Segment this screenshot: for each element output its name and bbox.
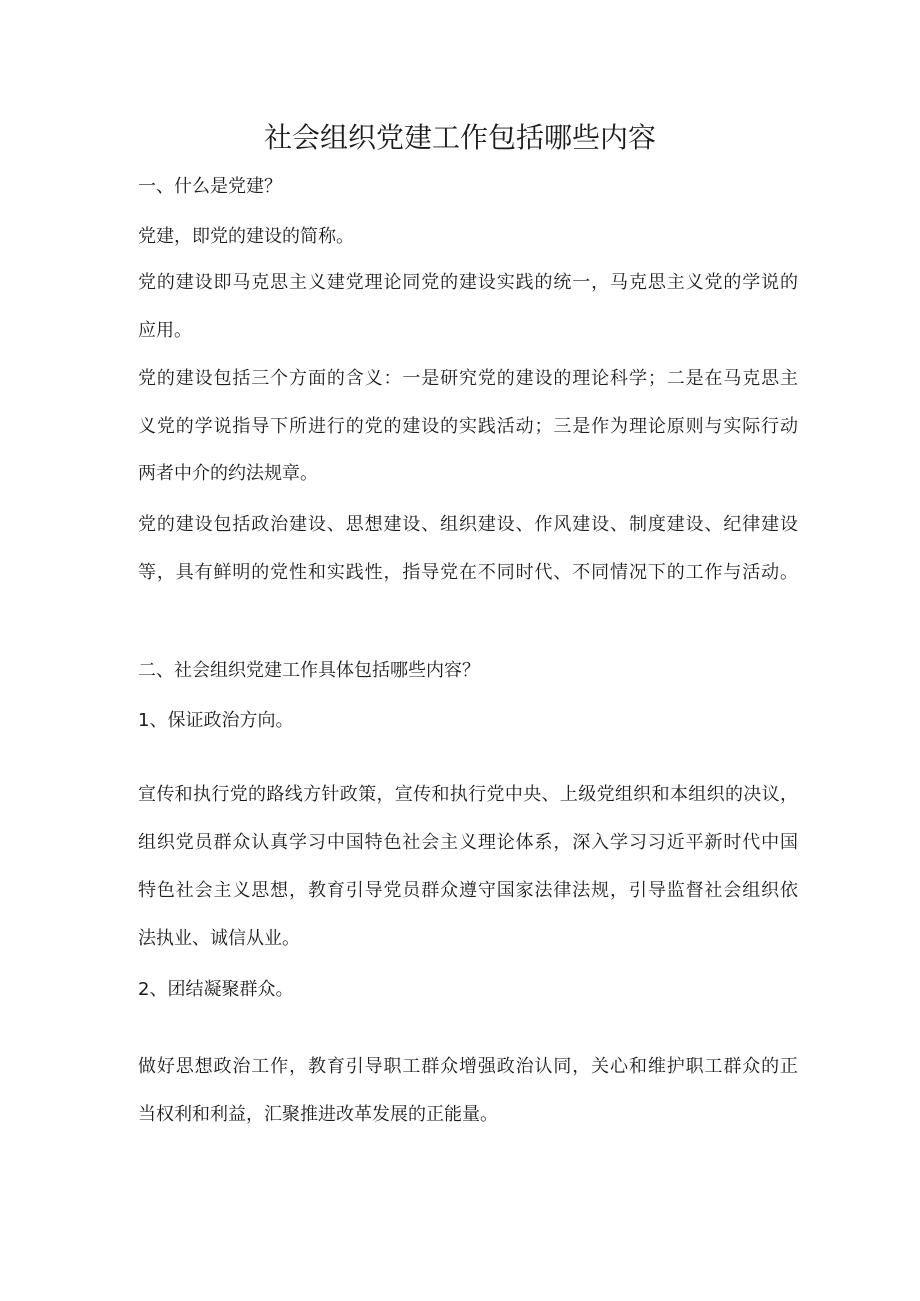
section-1-paragraph-3-line-3: 两者中介的约法规章。 — [138, 463, 318, 484]
item-2-body-line-2: 当权利和利益，汇聚推进改革发展的正能量。 — [138, 1104, 498, 1125]
section-1-paragraph-1: 党建，即党的建设的简称。 — [138, 226, 354, 247]
item-1-title: 、保证政治方向。 — [149, 710, 294, 731]
item-2-number: 2 — [138, 979, 150, 1000]
section-1-paragraph-2-line-2: 应用。 — [138, 320, 192, 341]
item-1-body-line-4: 法执业、诚信从业。 — [138, 928, 300, 949]
document-title: 社会组织党建工作包括哪些内容 — [263, 121, 656, 154]
section-1-paragraph-2-line-1: 党的建设即马克思主义建党理论同党的建设实践的统一，马克思主义党的学说的 — [138, 272, 798, 293]
section-1-paragraph-4-line-1: 党的建设包括政治建设、思想建设、组织建设、作风建设、制度建设、纪律建设 — [138, 514, 798, 535]
item-1-body-line-2: 组织党员群众认真学习中国特色社会主义理论体系，深入学习习近平新时代中国 — [138, 832, 798, 853]
item-1-body-line-1: 宣传和执行党的路线方针政策，宣传和执行党中央、上级党组织和本组织的决议， — [138, 784, 798, 805]
item-2-body-line-1: 做好思想政治工作，教育引导职工群众增强政治认同，关心和维护职工群众的正 — [138, 1056, 798, 1077]
item-1-body-line-3: 特色社会主义思想，教育引导党员群众遵守国家法律法规，引导监督社会组织依 — [138, 880, 798, 901]
section-1-heading: 一、什么是党建？ — [138, 176, 282, 197]
item-2-heading — [138, 977, 798, 1003]
section-1-paragraph-4-line-2: 等，具有鲜明的党性和实践性，指导党在不同时代、不同情况下的工作与活动。 — [138, 562, 798, 583]
item-1-number: 1 — [138, 710, 150, 731]
section-1-paragraph-3-line-2: 义党的学说指导下所进行的党的建设的实践活动；三是作为理论原则与实际行动 — [138, 416, 798, 437]
item-2-title: 、团结凝聚群众。 — [149, 979, 294, 1000]
section-1-paragraph-3-line-1: 党的建设包括三个方面的含义：一是研究党的建设的理论科学；二是在马克思主 — [138, 368, 798, 389]
section-2-heading: 二、社会组织党建工作具体包括哪些内容？ — [138, 660, 480, 681]
item-1-heading — [138, 708, 798, 734]
